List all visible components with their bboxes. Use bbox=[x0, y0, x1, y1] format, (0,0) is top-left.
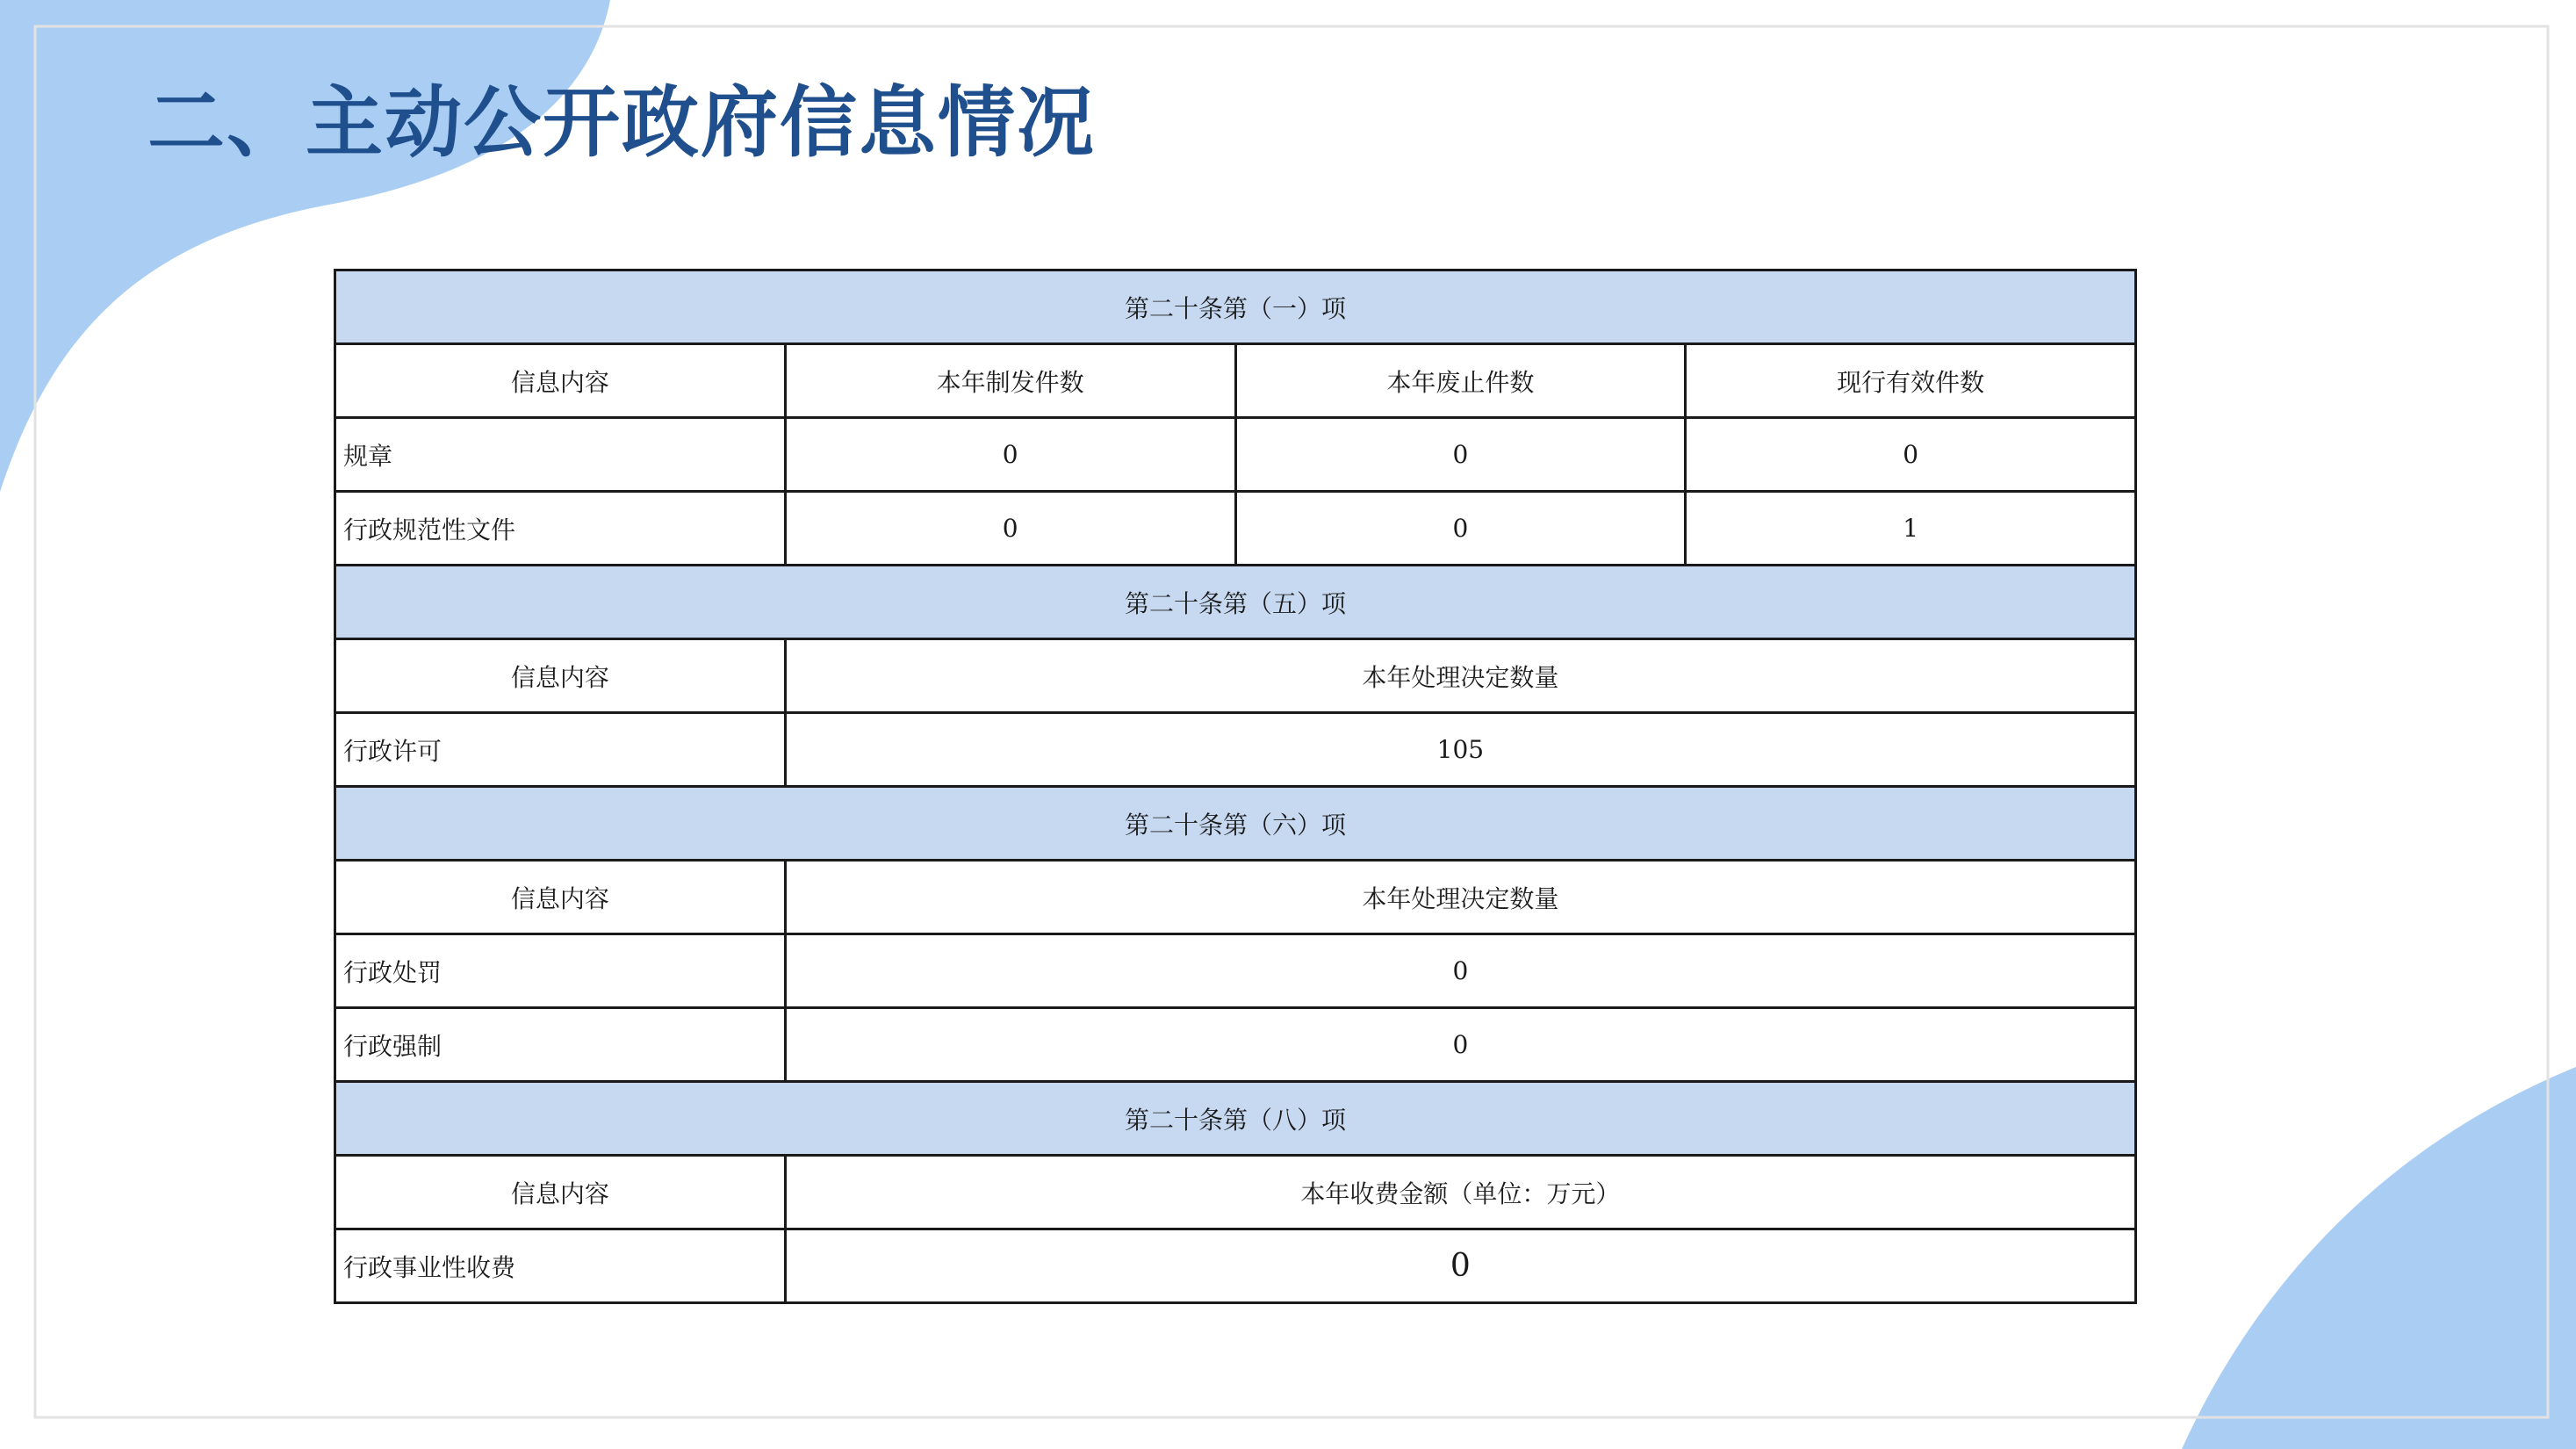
cell-value: 0 bbox=[785, 1229, 2135, 1303]
table-row bbox=[335, 713, 2136, 787]
disclosure-table-container bbox=[334, 269, 2137, 1284]
row-label: 行政事业性收费 bbox=[335, 1229, 786, 1303]
section-heading-article20-item6: 第二十条第（六）项 bbox=[335, 787, 2136, 861]
column-header-info-content: 信息内容 bbox=[335, 344, 786, 418]
row-label: 行政强制 bbox=[335, 1008, 786, 1082]
cell-value: 0 bbox=[785, 492, 1235, 566]
cell-value: 0 bbox=[785, 934, 2135, 1008]
column-header-decisions-this-year: 本年处理决定数量 bbox=[785, 861, 2135, 934]
column-header-row bbox=[335, 1156, 2136, 1229]
section-header-row bbox=[335, 1082, 2136, 1156]
row-label: 行政许可 bbox=[335, 713, 786, 787]
section-header-row bbox=[335, 270, 2136, 344]
section-header-row bbox=[335, 566, 2136, 639]
column-header-info-content: 信息内容 bbox=[335, 639, 786, 713]
cell-value: 0 bbox=[1686, 418, 2136, 492]
disclosure-table bbox=[334, 269, 2137, 1304]
section-heading-article20-item5: 第二十条第（五）项 bbox=[335, 566, 2136, 639]
table-row bbox=[335, 1008, 2136, 1082]
bottom-right-blue-shape bbox=[2182, 1067, 2576, 1449]
section-header-row bbox=[335, 787, 2136, 861]
cell-value: 105 bbox=[785, 713, 2135, 787]
table-row bbox=[335, 1229, 2136, 1303]
cell-value: 0 bbox=[785, 1008, 2135, 1082]
cell-value: 0 bbox=[1235, 418, 1686, 492]
table-row bbox=[335, 934, 2136, 1008]
table-row bbox=[335, 492, 2136, 566]
row-label: 规章 bbox=[335, 418, 786, 492]
table-row bbox=[335, 418, 2136, 492]
page-title: 二、主动公开政府信息情况 bbox=[148, 77, 1097, 168]
column-header-row bbox=[335, 639, 2136, 713]
cell-value: 0 bbox=[785, 418, 1235, 492]
column-header-abolished-this-year: 本年废止件数 bbox=[1235, 344, 1686, 418]
column-header-currently-valid: 现行有效件数 bbox=[1686, 344, 2136, 418]
column-header-info-content: 信息内容 bbox=[335, 861, 786, 934]
column-header-decisions-this-year: 本年处理决定数量 bbox=[785, 639, 2135, 713]
column-header-issued-this-year: 本年制发件数 bbox=[785, 344, 1235, 418]
row-label: 行政规范性文件 bbox=[335, 492, 786, 566]
section-heading-article20-item1: 第二十条第（一）项 bbox=[335, 270, 2136, 344]
section-heading-article20-item8: 第二十条第（八）项 bbox=[335, 1082, 2136, 1156]
column-header-row bbox=[335, 861, 2136, 934]
column-header-row bbox=[335, 344, 2136, 418]
cell-value: 1 bbox=[1686, 492, 2136, 566]
cell-value: 0 bbox=[1235, 492, 1686, 566]
row-label: 行政处罚 bbox=[335, 934, 786, 1008]
column-header-info-content: 信息内容 bbox=[335, 1156, 786, 1229]
column-header-fee-amount: 本年收费金额（单位：万元） bbox=[785, 1156, 2135, 1229]
